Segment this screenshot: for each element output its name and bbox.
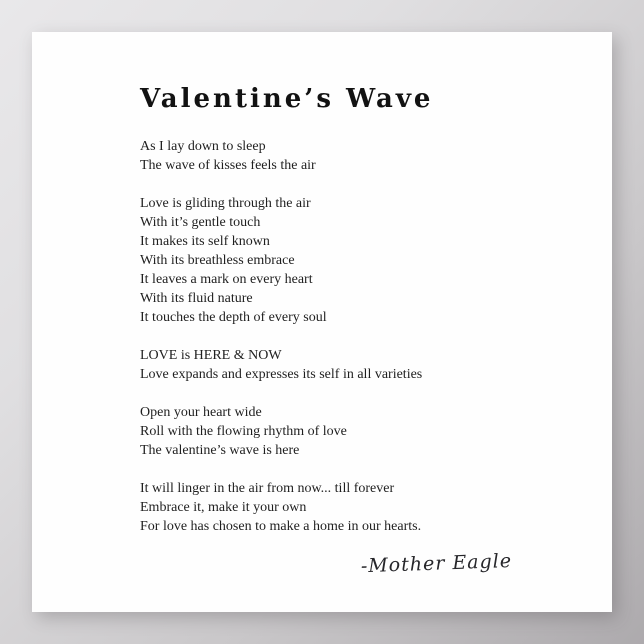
poster-content <box>140 84 513 578</box>
stanza-4 <box>140 403 512 460</box>
poem-line: With it’s gentle touch <box>140 215 261 230</box>
poem-line: With its breathless embrace <box>140 253 295 268</box>
poem-line: For love has chosen to make a home in our hearts. <box>140 519 422 534</box>
poem-poster <box>32 32 612 612</box>
poem-line: Love is gliding through the air <box>140 196 311 211</box>
stanza-3 <box>140 346 512 384</box>
poem-line: Roll with the flowing rhythm of love <box>140 424 347 439</box>
poem-line: The wave of kisses feels the air <box>140 158 316 173</box>
poem-line: It touches the depth of every soul <box>140 310 327 325</box>
poem-line: Embrace it, make it your own <box>140 500 307 515</box>
stanza-5 <box>140 479 512 536</box>
poem-line: Love expands and expresses its self in all varieties <box>140 367 423 382</box>
stanza-2 <box>140 194 512 327</box>
poem-line: It makes its self known <box>140 234 270 249</box>
poem-line: LOVE is HERE & NOW <box>140 348 282 363</box>
poem-line: It will linger in the air from now... till forever <box>140 481 395 496</box>
poem-title: Valentine’s Wave <box>140 84 434 114</box>
author-signature: -Mother Eagle <box>360 550 513 578</box>
stanza-1 <box>140 137 512 175</box>
poem-line: With its fluid nature <box>140 291 253 306</box>
poem-line: Open your heart wide <box>140 405 262 420</box>
poem-line: It leaves a mark on every heart <box>140 272 313 287</box>
poem-line: As I lay down to sleep <box>140 139 266 154</box>
poem-line: The valentine’s wave is here <box>140 443 300 458</box>
